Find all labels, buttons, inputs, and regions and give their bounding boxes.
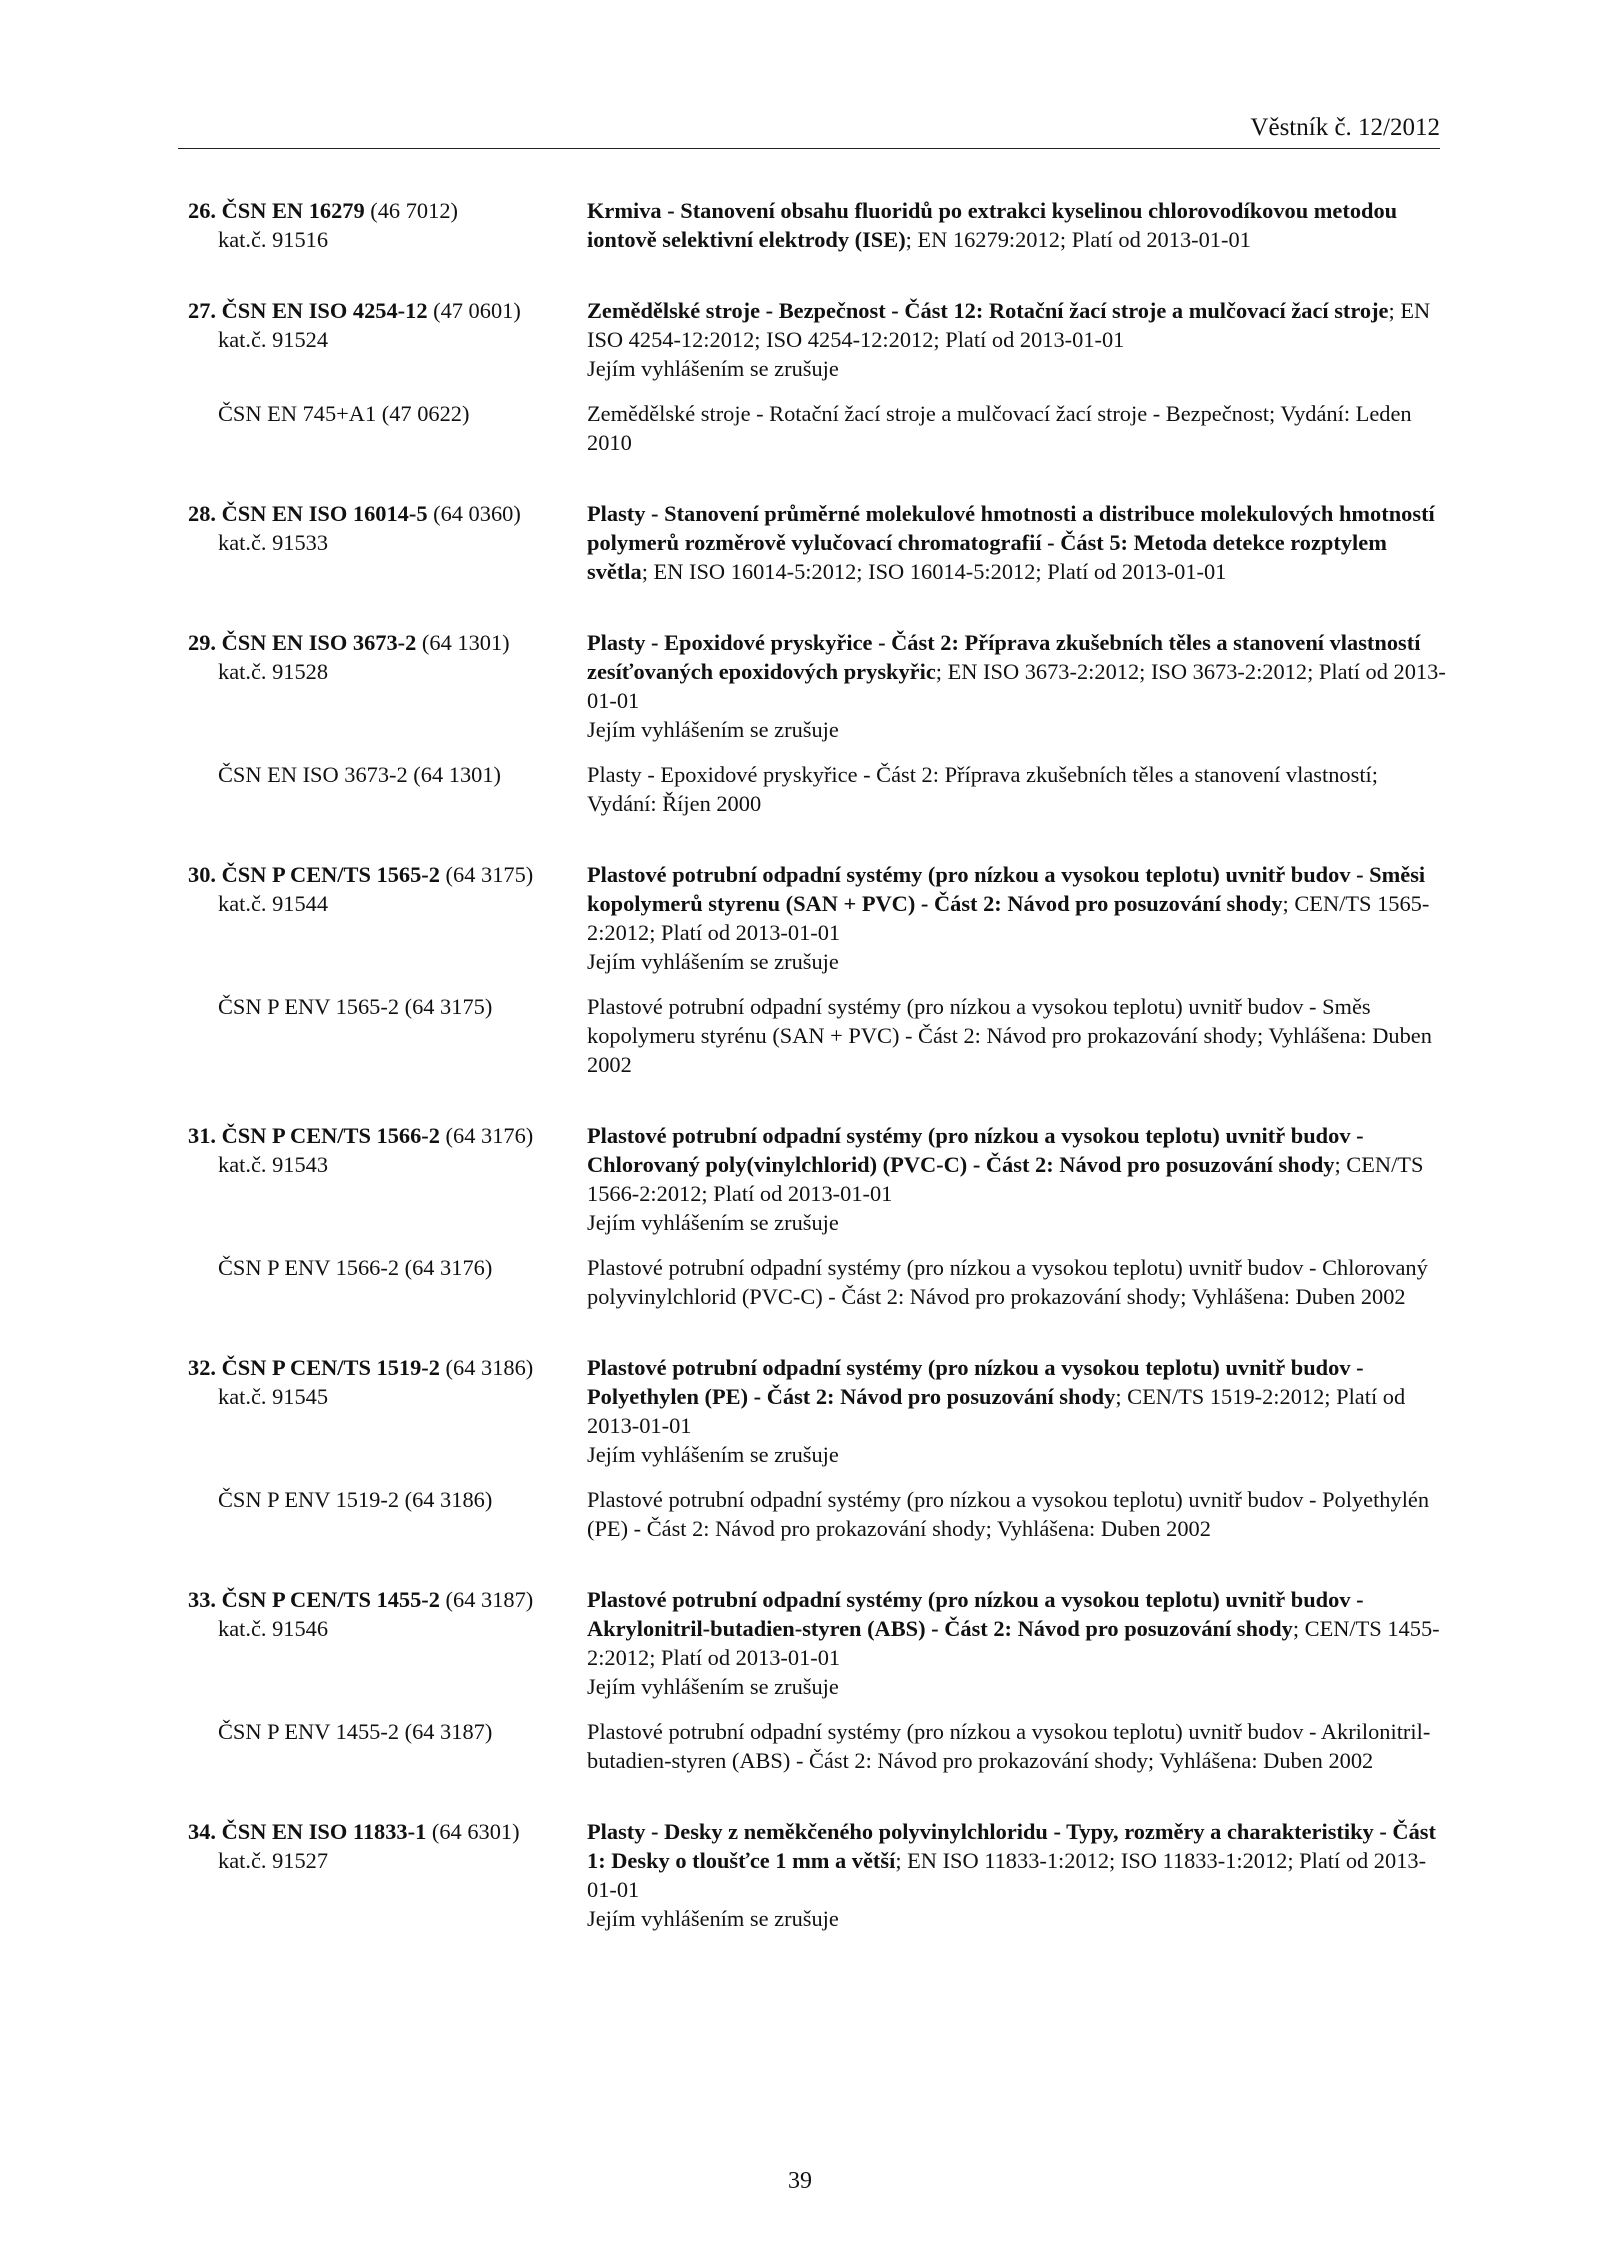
catalog-number: kat.č. 91546 [218,1616,329,1641]
cancellation-note: Jejím vyhlášením se zrušuje [587,1906,839,1931]
page-header [178,112,1440,149]
standard-details: ; EN ISO 3673-2:2012; ISO 3673-2:2012; Platí od 2013-01-01 [587,659,1446,713]
replaced-standard-code: ČSN P ENV 1565-2 (64 3175) [218,994,493,1019]
catalog-number: kat.č. 91527 [218,1848,329,1873]
replaced-standard-row [0,1717,1600,1775]
standard-id [188,1121,578,1179]
standard-details: ; CEN/TS 1565-2:2012; Platí od 2013-01-01 [587,891,1430,945]
standard-title: Plastové potrubní odpadní systémy (pro nízkou a vysokou teplotu) uvnitř budov - Chlorovaný poly(vinylchlorid) (PVC-C) - Část 2: Návod pro posuzování shody [587,1123,1364,1177]
cancellation-note: Jejím vyhlášením se zrušuje [587,1442,839,1467]
catalog-number: kat.č. 91524 [218,327,329,352]
new-standard-row [0,196,1600,254]
cancellation-note: Jejím vyhlášením se zrušuje [587,356,839,381]
replaced-standard-row [0,1253,1600,1311]
catalog-number: kat.č. 91544 [218,891,329,916]
new-standard-row [0,628,1600,744]
standard-details: ; CEN/TS 1566-2:2012; Platí od 2013-01-01 [587,1152,1424,1206]
standard-description [587,1353,1447,1469]
classification-code: (47 0601) [427,298,521,323]
standard-details: ; EN ISO 4254-12:2012; ISO 4254-12:2012; Platí od 2013-01-01 [587,298,1431,352]
cancellation-note: Jejím vyhlášením se zrušuje [587,949,839,974]
standard-description [587,860,1447,976]
cancellation-note: Jejím vyhlášením se zrušuje [587,1210,839,1235]
standard-entry [0,1121,1600,1311]
entry-number: 32. [188,1355,216,1380]
standard-description [587,499,1447,586]
replaced-standard-row [0,1485,1600,1543]
entry-number: 29. [188,630,216,655]
catalog-number: kat.č. 91543 [218,1152,329,1177]
catalog-number: kat.č. 91533 [218,530,329,555]
replaced-standard-text: Plasty - Epoxidové pryskyřice - Část 2: Příprava zkušebních těles a stanovení vlastností; Vydání: Říjen 2000 [587,762,1378,816]
standard-title: Krmiva - Stanovení obsahu fluoridů po extrakci kyselinou chlorovodíkovou metodou iontově selektivní elektrody (ISE) [587,198,1398,252]
standard-id [188,499,578,557]
standard-code: ČSN P CEN/TS 1565-2 [221,862,440,887]
entry-number: 27. [188,298,216,323]
standard-description [587,1121,1447,1237]
standard-details: ; CEN/TS 1455-2:2012; Platí od 2013-01-01 [587,1616,1440,1670]
standard-id [188,628,578,686]
replaced-standard-text: Zemědělské stroje - Rotační žací stroje a mulčovací žací stroje - Bezpečnost; Vydání: Leden 2010 [587,401,1412,455]
replaced-standard-text: Plastové potrubní odpadní systémy (pro nízkou a vysokou teplotu) uvnitř budov - Akrilonitril-butadien-styren (ABS) - Část 2: Návod pro prokazování shody; Vyhlášena: Duben 2002 [587,1719,1431,1773]
standard-title: Plastové potrubní odpadní systémy (pro nízkou a vysokou teplotu) uvnitř budov - Směsi kopolymerů styrenu (SAN + PVC) - Část 2: Návod pro posuzování shody [587,862,1426,916]
standard-id [188,860,578,918]
standard-title: Plasty - Epoxidové pryskyřice - Část 2: Příprava zkušebních těles a stanovení vlastností zesíťovaných epoxidových pryskyřic [587,630,1421,684]
standard-code: ČSN EN 16279 [221,198,365,223]
classification-code: (64 6301) [426,1819,520,1844]
standards-list [0,196,1600,1975]
standard-entry [0,1353,1600,1543]
page-number: 39 [788,2168,812,2194]
entry-number: 30. [188,862,216,887]
standard-details: ; EN ISO 11833-1:2012; ISO 11833-1:2012; Platí od 2013-01-01 [587,1848,1427,1902]
entry-number: 28. [188,501,216,526]
standard-code: ČSN EN ISO 16014-5 [221,501,428,526]
standard-description [587,296,1447,383]
standard-details: ; EN ISO 16014-5:2012; ISO 16014-5:2012; Platí od 2013-01-01 [641,559,1227,584]
standard-id [188,296,578,354]
standard-title: Zemědělské stroje - Bezpečnost - Část 12: Rotační žací stroje a mulčovací žací stroje [587,298,1389,323]
classification-code: (64 3186) [439,1355,534,1380]
standard-entry [0,296,1600,457]
cancellation-note: Jejím vyhlášením se zrušuje [587,1674,839,1699]
classification-code: (64 1301) [416,630,510,655]
standard-entry [0,1585,1600,1775]
replaced-standard-code: ČSN P ENV 1566-2 (64 3176) [218,1255,493,1280]
entry-number: 33. [188,1587,216,1612]
replaced-standard-code: ČSN P ENV 1519-2 (64 3186) [218,1487,493,1512]
standard-id [188,1353,578,1411]
entry-number: 26. [188,198,216,223]
standard-entry [0,628,1600,818]
standard-code: ČSN P CEN/TS 1566-2 [221,1123,440,1148]
standard-title: Plastové potrubní odpadní systémy (pro nízkou a vysokou teplotu) uvnitř budov - Polyethylen (PE) - Část 2: Návod pro posuzování shody [587,1355,1364,1409]
replaced-standard-text: Plastové potrubní odpadní systémy (pro nízkou a vysokou teplotu) uvnitř budov - Polyethylén (PE) - Část 2: Návod pro prokazování shody; Vyhlášena: Duben 2002 [587,1487,1430,1541]
standard-title: Plasty - Stanovení průměrné molekulové hmotnosti a distribuce molekulových hmotností polymerů rozměrově vylučovací chromatografií - Část 5: Metoda detekce rozptylem světla [587,501,1435,584]
classification-code: (64 0360) [427,501,521,526]
classification-code: (64 3187) [439,1587,534,1612]
standard-code: ČSN P CEN/TS 1455-2 [221,1587,440,1612]
new-standard-row [0,1817,1600,1933]
cancellation-note: Jejím vyhlášením se zrušuje [587,717,839,742]
standard-id [188,1817,578,1875]
standard-id [188,196,578,254]
standard-description [587,1585,1447,1701]
standard-description [587,1817,1447,1933]
header-title: Věstník č. 12/2012 [1250,114,1440,141]
standard-code: ČSN EN ISO 4254-12 [221,298,428,323]
standard-entry [0,499,1600,586]
standard-code: ČSN EN ISO 11833-1 [221,1819,427,1844]
replaced-standard-text: Plastové potrubní odpadní systémy (pro nízkou a vysokou teplotu) uvnitř budov - Směs kopolymeru styrénu (SAN + PVC) - Část 2: Návod pro prokazování shody; Vyhlášena: Duben 2002 [587,994,1432,1077]
entry-number: 31. [188,1123,216,1148]
new-standard-row [0,1121,1600,1237]
new-standard-row [0,296,1600,383]
standard-details: ; EN 16279:2012; Platí od 2013-01-01 [905,227,1251,252]
standard-description [587,628,1447,744]
standard-title: Plasty - Desky z neměkčeného polyvinylchloridu - Typy, rozměry a charakteristiky - Část 1: Desky o tloušťce 1 mm a větší [587,1819,1436,1873]
new-standard-row [0,499,1600,586]
standard-code: ČSN EN ISO 3673-2 [221,630,417,655]
classification-code: (64 3175) [439,862,534,887]
standard-id [188,1585,578,1643]
standard-details: ; CEN/TS 1519-2:2012; Platí od 2013-01-01 [587,1384,1406,1438]
standard-entry [0,196,1600,254]
standard-title: Plastové potrubní odpadní systémy (pro nízkou a vysokou teplotu) uvnitř budov - Akrylonitril-butadien-styren (ABS) - Část 2: Návod pro posuzování shody [587,1587,1364,1641]
standard-entry [0,860,1600,1079]
replaced-standard-row [0,992,1600,1079]
catalog-number: kat.č. 91516 [218,227,329,252]
replaced-standard-code: ČSN EN ISO 3673-2 (64 1301) [218,762,501,787]
replaced-standard-row [0,399,1600,457]
standard-entry [0,1817,1600,1933]
replaced-standard-code: ČSN EN 745+A1 (47 0622) [218,401,470,426]
classification-code: (64 3176) [439,1123,534,1148]
standard-description [587,196,1447,254]
catalog-number: kat.č. 91528 [218,659,329,684]
catalog-number: kat.č. 91545 [218,1384,329,1409]
new-standard-row [0,1585,1600,1701]
new-standard-row [0,1353,1600,1469]
entry-number: 34. [188,1819,216,1844]
replaced-standard-row [0,760,1600,818]
replaced-standard-code: ČSN P ENV 1455-2 (64 3187) [218,1719,493,1744]
new-standard-row [0,860,1600,976]
standard-code: ČSN P CEN/TS 1519-2 [221,1355,440,1380]
classification-code: (46 7012) [364,198,458,223]
replaced-standard-text: Plastové potrubní odpadní systémy (pro nízkou a vysokou teplotu) uvnitř budov - Chlorovaný polyvinylchlorid (PVC-C) - Část 2: Návod pro prokazování shody; Vyhlášena: Duben 2002 [587,1255,1428,1309]
